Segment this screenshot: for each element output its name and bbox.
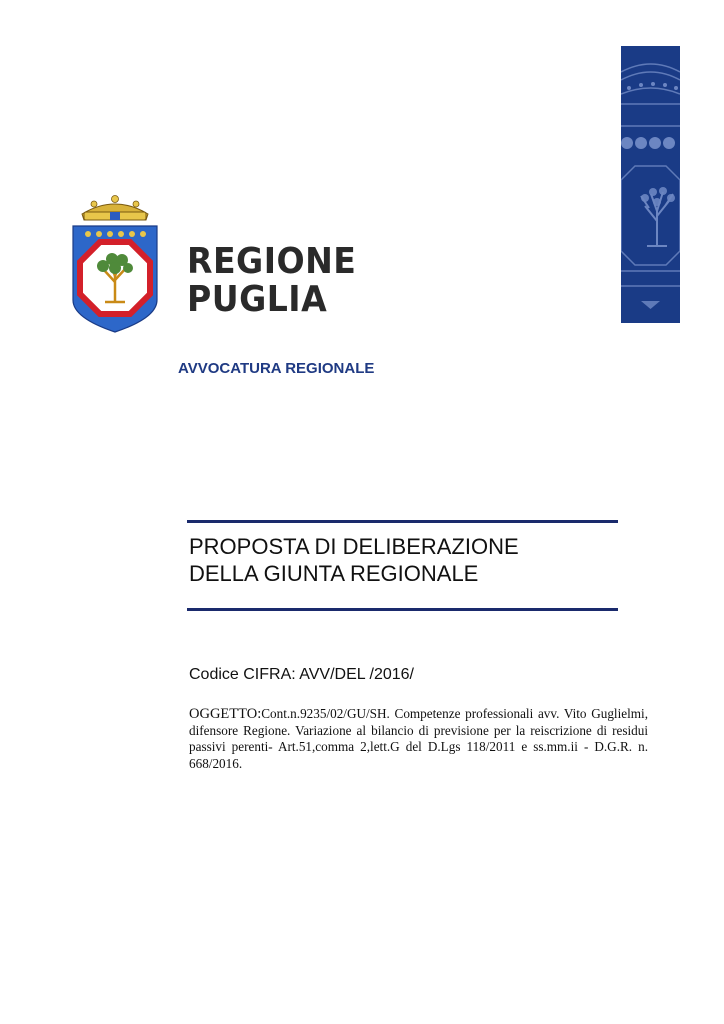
wordmark-line-1: REGIONE — [187, 241, 357, 282]
coat-of-arms-icon — [70, 190, 160, 335]
document-title — [189, 533, 519, 587]
document-title-line-1: PROPOSTA DI DELIBERAZIONE — [189, 534, 519, 559]
oggetto-paragraph — [189, 706, 648, 772]
oggetto-text: Cont.n.9235/02/GU/SH. Competenze professionali avv. Vito Guglielmi, difensore Regione. Variazione al bilancio di previsione per la reiscrizione di residui passivi perenti- Art.51,comma 2,lett.G del D.Lgs 118/2011 e ss.mm.ii - D.G.R. n. 668/2016. — [189, 706, 648, 771]
side-banner — [621, 46, 680, 323]
codice-cifra: Codice CIFRA: AVV/DEL /2016/ — [189, 666, 414, 683]
office-name: AVVOCATURA REGIONALE — [178, 360, 375, 377]
crown-tree-pattern-icon — [621, 46, 680, 323]
title-top-rule — [187, 520, 618, 523]
wordmark-line-2: PUGLIA — [187, 279, 328, 320]
document-title-line-2: DELLA GIUNTA REGIONALE — [189, 561, 479, 586]
regione-puglia-emblem — [70, 190, 160, 335]
region-wordmark — [187, 243, 356, 319]
oggetto-label: OGGETTO: — [189, 706, 262, 722]
title-bottom-rule — [187, 608, 618, 611]
